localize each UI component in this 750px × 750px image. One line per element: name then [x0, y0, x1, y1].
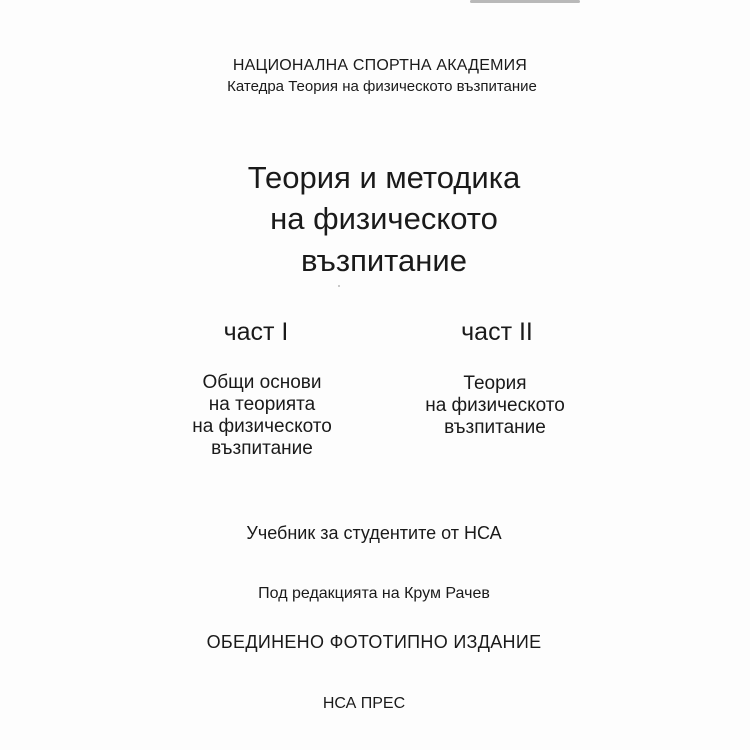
- part-2-subtitle-line: на физическото: [425, 395, 565, 416]
- textbook-note: Учебник за студентите от НСА: [246, 523, 502, 543]
- part-1-subtitle-line: Общи основи: [202, 372, 322, 393]
- edition-note: ОБЕДИНЕНО ФОТОТИПНО ИЗДАНИЕ: [206, 632, 542, 652]
- book-title-line-3: възпитание: [301, 243, 467, 278]
- publisher-name: НСА ПРЕС: [322, 695, 406, 712]
- book-title-line-2: на физическото: [270, 201, 498, 236]
- part-1-subtitle-line: на физическото: [192, 416, 332, 437]
- part-2-subtitle: [425, 373, 565, 439]
- department-name: Катедра Теория на физическото възпитание: [227, 78, 537, 95]
- institution-name: НАЦИОНАЛНА СПОРТНА АКАДЕМИЯ: [232, 57, 528, 74]
- part-2-subtitle-line: възпитание: [444, 417, 546, 438]
- part-1-label: част I: [223, 318, 289, 346]
- scan-artifact: [470, 0, 580, 3]
- editor-note: Под редакцията на Крум Рачев: [258, 585, 490, 602]
- part-1-subtitle: [192, 372, 332, 460]
- book-title-line-1: Теория и методика: [247, 160, 521, 195]
- part-2-label: част II: [461, 318, 533, 346]
- part-1-subtitle-line: на теорията: [208, 394, 316, 415]
- part-1-subtitle-line: възпитание: [211, 438, 313, 459]
- part-2-subtitle-line: Теория: [463, 373, 527, 394]
- scan-artifact: [338, 285, 340, 287]
